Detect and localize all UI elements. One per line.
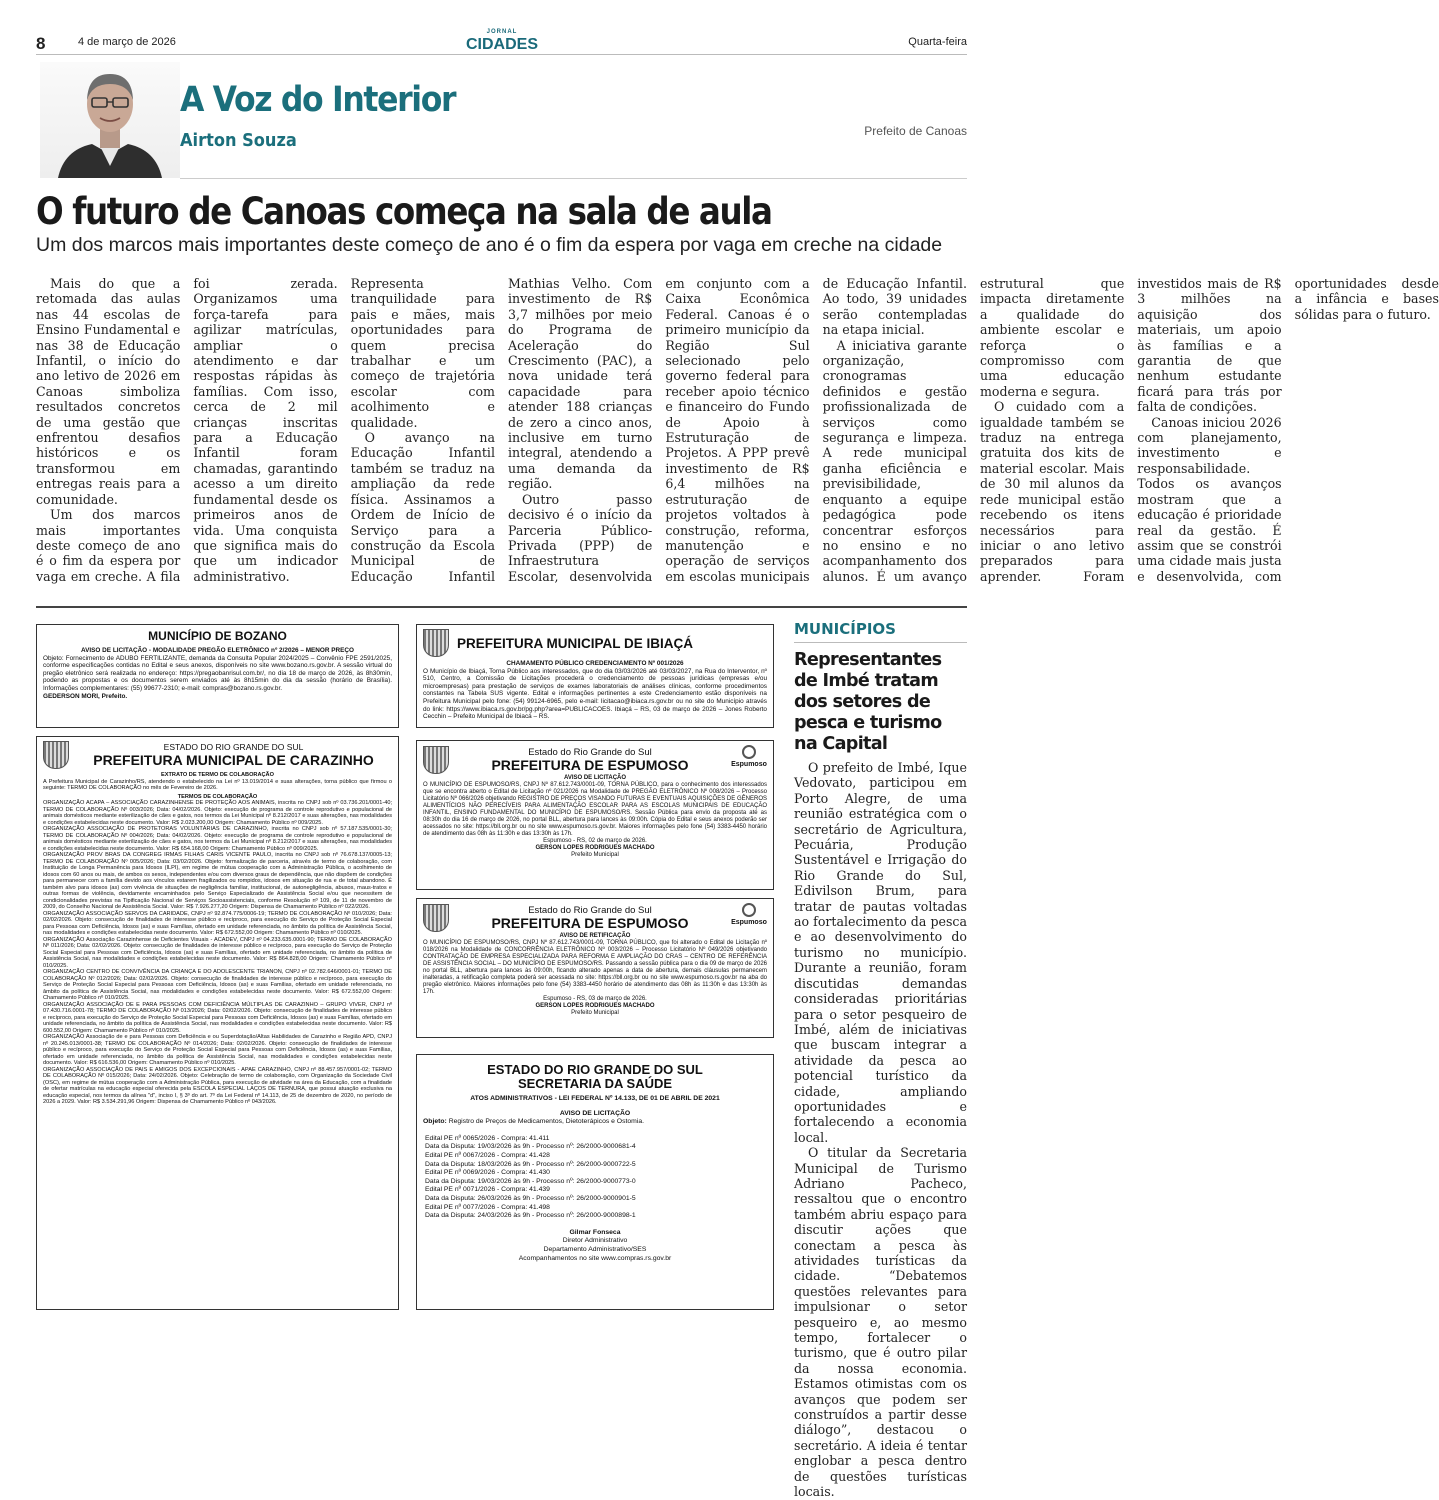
notice-title: PREFEITURA DE ESPUMOSO	[491, 915, 689, 931]
notice-sign-role: Prefeito Municipal	[571, 1010, 619, 1016]
author-role: Prefeito de Canoas	[864, 124, 967, 138]
sidebar-paragraph: O titular da Secretaria Municipal de Turismo Adriano Pacheco, ressaltou que o encontro também abriu espaço para discutir ações que conectam a pesca às atividades turísticas da cidade. “Debatemos questões relevantes para impulsionar o setor pesqueiro e, ao mesmo tempo, fortalecer o turismo, que é outro pilar da nossa economia. Estamos otimistas com os avanços que podem ser construídos a partir desse diálogo”, destacou o secretário. A ideia é tentar englobar a pesca dentro de questões turísticas locais.	[794, 1145, 967, 1500]
article-body	[36, 276, 1439, 598]
notice-place: Espumoso - RS, 03 de março de 2026.	[543, 996, 647, 1002]
notice-item: ORGANIZAÇÃO ASSOCIAÇÃO DE PAIS E AMIGOS DOS EXCEPCIONAIS - APAE CARAZINHO, CNPJ nº 88.457.957/0001-02; TERMO DE COLABORAÇÃO Nº 015/2026; Data: 24/02/2026. Objeto: Celebração de termo de colaboração, com Organização da Sociedade Civil (OSC), em regime de mútua cooperação com a Administração Pública, para execução de atividade na área da Educação, com a finalidade de ofertar matrículas na educação especial oferecida pela ESCOLA ESPECIAL LAÇOS DE TERNURA, que possui atuação exclusiva na educação especial, nos termos da alínea "d", inciso I, § 3º do art. 7º da Lei Federal nº 14.113, de 25 de dezembro de 2020, no período de 2026 a 2029. Valor: R$ 3.534.291,96 Origem: Dispensa de Chamamento Público nº 043/2026.	[43, 1066, 392, 1105]
sidebar-body	[794, 760, 967, 1500]
notice-item: ORGANIZAÇÃO PROV BRAS DA CONGREG IRMAS FILHAS CARIS VICENTE PAULO, inscrita no CNPJ sob nº 76.678.137/0005-13; TERMO DE COLABORAÇÃO Nº 005/2026; Data: 03/02/2026. Objeto: formalização de parceria, através de termo de colaboração, com Instituição de Longa Permanência para Idosos (ILPI), em regime de mútua cooperação com a Administração Pública, o acolhimento de idosos com 60 anos ou mais, de ambos os sexos, independentes e/ou com diversos graus de dependência, que não dispõem de condições para permanecer com a família devido aos vínculos estarem fragilizados ou rompidos, idosos em situação de rua e de total abandono. É também alvo para idosos (as) com vivência de situações de negligência familiar, institucional, de autonegligência, abusos, maus-tratos e outras formas de violência, devidamente encaminhados pelo Serviço Especializado de Assistência Social e/ou que necessitem de condicionalidades previstas na Tipificação Nacional de Serviços Socioassistenciais, conforme Resolução nº 109, de 11 de novembro de 2009, do Conselho Nacional de Assistência Social. Valor: R$ 7.926.277,20 Origem: Dispensa de Chamamento Público nº 022/2026.	[43, 852, 392, 910]
column-name: A Voz do Interior	[180, 80, 456, 120]
notice-body: O MUNICÍPIO DE ESPUMOSO/RS, CNPJ Nº 87.612.743/0001-09, TORNA PÚBLICO, que foi alterado o Edital de Licitação nº 018/2026 na Modalidade de CONCORRÊNCIA ELETRÔNICO Nº 003/2026 – Processo Licitatório Nº 049/2026 objetivando CONTRATAÇÃO DE EMPRESA ESPECIALIZADA PARA REFORMA E AMPLIAÇÃO DO CRAS – CENTRO DE REFERÊNCIA DE ASSISTÊNCIA SOCIAL – DO MUNICÍPIO DE ESPUMOSO/RS. Passando a sessão pública para o dia 09 de março de 2026 no portal BLL, abertura para lances às 09:00h, ficando alterado apenas a data de abertura, demais cláusulas permanecem inalteradas, a retificação completa poderá ser acessada no site: https://bll.org.br ou no site www.espumoso.rs.gov.br na aba do pregão eletrônico. Maiores informações pelo fone (54) 3383-4450 horário de atendimento das 08h às 11:30h e das 13:30h às 17h.	[423, 940, 767, 995]
notice-body: O Município de Ibiaçá, Torna Público aos interessados, que do dia 03/03/2026 até 03/03/2027, na Rua do Interventor, nº 510, Centro, a Comissão de Licitações procederá o credenciamento de pessoas jurídicas (empresas e/ou microempresas) para prestação de serviços de exames laboratoriais de análises clínicas, conforme procedimentos constantes na Tabela SUS vigente. Edital e informações pertinentes a este Credenciamento estão disponíveis na Prefeitura Municipal pelo fone: (54) 99124-6965, pelo e-mail: licitacao@ibiaca.rs.gov.br ou no site do Município através do link: https://www.ibiaca.rs.gov.br/pg.php?area=PUBLICACOES. Ibiaçá – RS, 03 de março de 2026 – Jones Roberto Cecchin – Prefeito Municipal de Ibiacá – RS.	[423, 667, 767, 721]
notice-line: Data da Disputa: 18/03/2026 às 9h - Processo nº: 26/2000-9000722-5	[425, 1160, 636, 1168]
notice-subtitle: EXTRATO DE TERMO DE COLABORAÇÃO	[161, 772, 274, 778]
article-paragraph: Outro passo decisivo é o início da Parceria Público-Privada (PPP) de Infraestrutura Escolar, desenvolvida em conjunto com a Caixa Econômica Federal. Canoas é o primeiro município da Região Sul selecionado pelo governo federal para receber apoio técnico e financeiro do Fundo de Apoio à Estruturação de Projetos. A PPP prevê investimento de R$ 6,4 milhões na estruturação de projetos voltados à construção, reforma, manutenção e operação de serviços em escolas municipais de Educação Infantil. Ao todo, 39 unidades serão contempladas na etapa inicial.	[507, 276, 967, 584]
notice-sign-role: Diretor Administrativo	[562, 1237, 628, 1245]
notice-subtitle: AVISO DE RETIFICAÇÃO	[559, 933, 631, 939]
notice-title: MUNICÍPIO DE BOZANO	[148, 629, 287, 643]
section-name: CIDADES	[466, 36, 539, 53]
notice-subtitle: ATOS ADMINISTRATIVOS - LEI FEDERAL Nº 14.133, DE 01 DE ABRIL DE 2021	[470, 1095, 720, 1102]
notice-state: Estado do Rio Grande do Sul	[528, 747, 652, 758]
notice-line: Edital PE nº 0067/2026 - Compra: 41.428	[425, 1151, 550, 1159]
notice-title: PREFEITURA MUNICIPAL DE IBIAÇÁ	[457, 635, 694, 651]
notice-body: O MUNICÍPIO DE ESPUMOSO/RS, CNPJ Nº 87.612.743/0001-09, TORNA PÚBLICO, para o conhecimento dos interessados que se encontra aberto o Edital de Licitação nº 021/2026 na Modalidade de PREGÃO ELETRÔNICO Nº 008/2026 – Processo Licitatório Nº 066/2026 objetivando REGISTRO DE PREÇOS VISANDO FUTURAS E EVENTUAIS AQUISIÇÕES DE GÊNEROS ALIMENTÍCIOS NÃO PERECÍVEIS PARA ALIMENTAÇÃO ESCOLAR PARA AS ESCOLAS MUNICIPAIS DE EDUCAÇÃO INFANTIL, ENSINO FUNDAMENTAL DO MUNICÍPIO DE ESPUMOSO/RS. Sessão Pública para envio da proposta até as 08:30h do dia 16 de março de 2026, no portal BLL, abertura para lances às 09:00h. Cópia do Edital e seus anexos poderão ser acessados no site: https://bll.org.br ou no site www.espumoso.rs.gov.br. Maiores informações pelo fone (54) 3383-4450 horário de atendimento das 08h às 11:30h e das 13:30h às 17h.	[423, 782, 767, 837]
notice-line: Data da Disputa: 24/03/2026 às 9h - Processo nº: 26/2000-9000898-1	[425, 1212, 636, 1220]
article-headline: O futuro de Canoas começa na sala de aula	[36, 190, 772, 233]
notice-carazinho	[36, 736, 399, 1310]
notice-sign-role: Departamento Administrativo/SES	[543, 1245, 647, 1253]
notice-objeto-label: Objeto:	[423, 1118, 447, 1126]
edition-date: 4 de março de 2026	[78, 36, 176, 48]
notice-line: Data da Disputa: 19/03/2026 às 9h - Processo nº: 26/2000-9000773-0	[425, 1177, 636, 1185]
notice-line: Edital PE nº 0071/2026 - Compra: 41.439	[425, 1186, 550, 1194]
article-paragraph: O cuidado com a igualdade também se traduz na entrega gratuita dos kits de material escolar. Mais de 30 mil alunos da rede municipal estão recebendo os itens necessários para iniciar o ano letivo preparados para aprender. Foram investidos mais de R$ 3 milhões na aquisição dos materiais, um apoio às famílias e a garantia de que nenhum estudante ficará para trás por falta de condições.	[979, 276, 1282, 584]
notice-item: ORGANIZAÇÃO ASSOCIAÇÃO SERVOS DA CARIDADE, CNPJ nº 92.874.775/0006-19; TERMO DE COLABORAÇÃO Nº 010/2026; Data: 02/02/2026. Objeto: consecução de finalidades de interesse público e recíproco, para execução do Serviço de Proteção Social Especial para Pessoas com Deficiência, Idosos (as) e suas Famílias, ofertado em unidade referenciada, no âmbito da política de Assistência Social, nas modalidades e condições estabelecidas neste documento. Valor: R$ 672.552,00 Origem: Chamamento Público nº 010/2025.	[43, 910, 392, 936]
coat-of-arms-icon	[423, 629, 449, 657]
notice-line: Edital PE nº 0065/2026 - Compra: 41.411	[425, 1134, 550, 1142]
column-rule	[180, 178, 967, 179]
article-paragraph: Mais do que a retomada das aulas nas 44 escolas de Ensino Fundamental e nas 38 de Educação Infantil, o início do ano letivo de 2026 em Canoas simboliza resultados concretos de uma gestão que enfrentou desafios históricos e os transformou em entregas reais para a comunidade.	[36, 276, 181, 507]
notice-place: Espumoso - RS, 02 de março de 2026.	[543, 838, 647, 844]
espumoso-logo-icon: Espumoso	[731, 745, 767, 775]
notice-signature: GERSON LOPES RODRIGUES MACHADO	[535, 845, 655, 851]
sidebar-rule	[794, 642, 967, 643]
article-deck: Um dos marcos mais importantes deste começo de ano é o fim da espera por vaga em creche na cidade	[36, 234, 943, 256]
notice-subtitle: AVISO DE LICITAÇÃO	[563, 775, 627, 781]
notice-item: ORGANIZAÇÃO Associação Carazinhense de Deficientes Visuais - ACADEV, CNPJ nº 04.233.635.0001-90; TERMO DE COLABORAÇÃO Nº 011/2026; Data: 02/02/2026. Objeto: consecução de finalidades de interesse público e recíproco, para execução do Serviço de Proteção Social Especial para Pessoas com Deficiência, Idosos (as) e suas Famílias, ofertado em unidade referenciada, no âmbito da política de Assistência Social, nas modalidades e condições estabelecidas neste documento. Valor: R$ 864.828,00 Origem: Chamamento Público nº 010/2025.	[43, 936, 392, 969]
notice-title: PREFEITURA DE ESPUMOSO	[491, 757, 689, 773]
header-rule	[36, 54, 967, 55]
notice-body: Objeto: Fornecimento de ADUBO FERTILIZANTE, demanda da Consulta Popular 2024/2025 – Convênio FPE 2591/2025, conforme especificações contidas no Edital e seus anexos, disponíveis no site www.bozano.rs.gov.br. A sessão virtual do pregão eletrônico será realizada no endereço: https://pregaobanrisul.com.br/, no dia 18 de março de 2026, às 8h30min, podendo as propostas e os documentos serem enviados até às 8h15min do dia da sessão (horário de Brasília). Informações complementares: (55) 99677-2310; e-mail: compras@bozano.rs.gov.br.	[43, 654, 392, 692]
notice-line: Data da Disputa: 19/03/2026 às 9h - Processo nº: 26/2000-9000681-4	[425, 1143, 636, 1151]
notice-title: SECRETARIA DA SAÚDE	[517, 1076, 673, 1091]
notice-site: Acompanhamentos no site www.compras.rs.gov.br	[518, 1254, 672, 1262]
notice-state: Estado do Rio Grande do Sul	[528, 905, 652, 916]
notice-state: ESTADO DO RIO GRANDE DO SUL	[163, 742, 304, 752]
section-kicker: JORNAL	[486, 29, 518, 35]
notice-title: PREFEITURA MUNICIPAL DE CARAZINHO	[93, 752, 374, 768]
author-name: Airton Souza	[180, 130, 297, 151]
notice-subtitle: TERMOS DE COLABORAÇÃO	[177, 793, 258, 800]
notice-item: ORGANIZAÇÃO CENTRO DE CONVIVÊNCIA DA CRIANÇA E DO ADOLESCENTE TRIANON, CNPJ nº 02.782.646/0001-01; TERMO DE COLABORAÇÃO Nº 012/2026; Data: 02/02/2026. Objeto: consecução de finalidades de interesse público e recíproco, para execução do Serviço de Proteção Social Especial para Pessoas com Deficiência, Idosos (as) e suas Famílias, ofertado em unidade referenciada, no âmbito da política de Assistência Social, nas modalidades e condições estabelecidas neste documento. Valor: R$ 672.552,00 Origem: Chamamento Público nº 010/2025.	[43, 969, 392, 1001]
espumoso-logo-icon: Espumoso	[731, 903, 767, 933]
notice-bozano	[36, 624, 399, 728]
coat-of-arms-icon	[43, 741, 69, 769]
notice-lead: AVISO DE LICITAÇÃO - MODALIDADE PREGÃO ELETRÔNICO nº 2/2026 – MENOR PREÇO	[80, 647, 355, 654]
coat-of-arms-icon	[423, 904, 449, 932]
article-paragraph: A iniciativa garante organização, cronogramas definidos e gestão profissionalizada de serviços como segurança e limpeza. A rede municipal ganha eficiência e previsibilidade, enquanto a equipe pedagógica pode concentrar esforços no ensino e no acompanhamento dos alunos. É um avanço estrutural que impacta diretamente a qualidade do ambiente escolar e reforça o compromisso com uma educação moderna e segura.	[822, 276, 1125, 584]
notice-title: ESTADO DO RIO GRANDE DO SUL	[487, 1062, 703, 1077]
notice-objeto: Registro de Preços de Medicamentos, Dietoterápicos e Ostomia.	[448, 1118, 644, 1126]
notice-item: ORGANIZAÇÃO Associação de e para Pessoas com Deficiência e ou Superdotação/Altas Habilidades de Carazinho e Região APD, CNPJ nº 20.245.013/0001-38; TERMO DE COLABORAÇÃO Nº 014/2026; Data: 02/02/2026. Objeto: consecução de finalidades de interesse público e recíproco, para execução do Serviço de Proteção Social Especial para Pessoas com Deficiência, Idosos (as) e suas Famílias, ofertado em unidade referenciada, no âmbito da política de Assistência Social, nas modalidades e condições estabelecidas neste documento. Valor: R$ 616.536,00 Origem: Chamamento Público nº 010/2025.	[43, 1034, 392, 1066]
notice-item: ORGANIZAÇÃO ACAPA – ASSOCIAÇÃO CARAZINHENSE DE PROTEÇÃO AOS ANIMAIS, inscrita no CNPJ sob nº 03.736.201/0001-40; TERMO DE COLABORAÇÃO Nº 003/2026; Data: 04/02/2026. Objeto: execução de programa de controle reprodutivo e populacional de animais domésticos mediante esterilização de cães e gatos, nos termos da Lei Municipal nº 8.212/2017 e suas alterações, nas modalidades e condições estabelecidas neste documento. Valor: R$ 2.023.200,00 Origem: Chamamento Público nº 009/2025.	[43, 800, 392, 826]
notice-item: ORGANIZAÇÃO ASSOCIAÇÃO DE PROTETORAS VOLUNTÁRIAS DE CARAZINHO, inscrita no CNPJ sob nº 57.187.535/0001-30; TERMO DE COLABORAÇÃO Nº 004/2026; Data: 04/02/2026. Objeto: execução de programa de controle reprodutivo e populacional de animais domésticos mediante esterilização de cães e gatos, nos termos da Lei Municipal nº 8.212/2017 e suas alterações, nas modalidades e condições estabelecidas neste documento. Valor: R$ 654.168,00 Origem: Chamamento Público nº 009/2025.	[43, 826, 392, 852]
article-paragraph: Um dos marcos mais importantes deste começo de ano é o fim da espera por vaga em creche. A fila foi zerada. Organizamos uma força-tarefa para agilizar matrículas, ampliar o atendimento e dar respostas rápidas às famílias. Com isso, cerca de 2 mil crianças inscritas para a Educação Infantil foram chamadas, garantindo acesso a um direito fundamental desde os primeiros anos de vida. Uma conquista que significa mais do que um indicador administrativo. Representa tranquilidade para pais e mães, mais oportunidades para quem precisa trabalhar e um começo de trajetória escolar com acolhimento e qualidade.	[36, 276, 495, 584]
notice-item: ORGANIZAÇÃO ASSOCIAÇÃO DE E PARA PESSOAS COM DEFICIÊNCIA MÚLTIPLAS DE CARAZINHO – GRUPO VIVER, CNPJ nº 07.430.716.0001-78; TERMO DE COLABORAÇÃO Nº 013/2026; Data: 02/02/2026. Objeto: consecução de finalidades de interesse público e recíproco, para execução do Serviço de Proteção Social Especial para Pessoas com Deficiência, Idosos (as) e suas Famílias, ofertado em unidade referenciada, no âmbito da política de Assistência Social, nas modalidades e condições estabelecidas neste documento. Valor: R$ 600.552,00 Origem: Chamamento Público nº 010/2025.	[43, 1001, 392, 1034]
weekday: Quarta-feira	[908, 36, 967, 48]
notice-signature: GERSON LOPES RODRIGUES MACHADO	[535, 1003, 655, 1009]
sidebar-headline: Representantes de Imbé tratam dos setores de pesca e turismo na Capital	[794, 650, 942, 754]
notice-espumoso-licitacao	[416, 740, 774, 890]
notice-signature: GEDERSON MORI, Prefeito.	[43, 692, 128, 700]
sidebar-section: MUNICÍPIOS	[794, 620, 896, 638]
author-portrait	[40, 62, 180, 178]
coat-of-arms-icon	[423, 746, 449, 774]
notice-intro: A Prefeitura Municipal de Carazinho/RS, atendendo o estabelecido na Lei nº 13.019/2014 e suas alterações, torna público que firmou o seguinte: TERMO DE COLABORAÇÃO no mês de Fevereiro de 2026.	[43, 778, 392, 791]
article-paragraph: Canoas iniciou 2026 com planejamento, investimento e responsabilidade. Todos os avanços mostram que a educação é prioridade real da gestão. É assim que se constrói uma cidade mais justa e desenvolvida, com oportunidades desde a infância e bases sólidas para o futuro.	[1137, 276, 1439, 584]
notice-espumoso-retificacao	[416, 898, 774, 1038]
notice-ibiaca	[416, 624, 774, 728]
notice-line: Data da Disputa: 26/03/2026 às 9h - Processo nº: 26/2000-9000901-5	[425, 1194, 636, 1202]
notice-subtitle: AVISO DE LICITAÇÃO	[559, 1109, 631, 1117]
section-divider	[36, 606, 967, 608]
sidebar-paragraph: O prefeito de Imbé, Ique Vedovato, participou em Porto Alegre, de uma reunião estratégica com o secretário de Agricultura, Pecuária, Produção Sustentável e Irrigação do Rio Grande do Sul, Edivilson Brum, para tratar de pautas voltadas ao fortalecimento da pesca e ao desenvolvimento do turismo no município. Durante a reunião, foram discutidas demandas consideradas prioritárias para o setor pesqueiro de Imbé, além de iniciativas que buscam integrar a atividade da pesca ao potencial turístico da cidade, ampliando oportunidades e fortalecendo a economia local.	[794, 760, 967, 1145]
notice-signature: Gilmar Fonseca	[569, 1228, 621, 1236]
page-number: 8	[36, 34, 46, 53]
notice-line: Edital PE nº 0077/2026 - Compra: 41.498	[425, 1203, 550, 1211]
notice-subtitle: CHAMAMENTO PÚBLICO CREDENCIAMENTO Nº 001/2026	[506, 660, 684, 667]
notice-secretaria-saude	[416, 1054, 774, 1310]
article-paragraph: O avanço na Educação Infantil também se traduz na ampliação da rede física. Assinamos a Ordem de Início de Serviço para a construção da Escola Municipal de Educação Infantil Mathias Velho. Com investimento de R$ 3,7 milhões por meio do Programa de Aceleração do Crescimento (PAC), a nova unidade terá capacidade para atender 188 crianças de zero a cinco anos, inclusive em turno integral, atendendo a uma demanda da região.	[350, 276, 653, 584]
notice-sign-role: Prefeito Municipal	[571, 852, 619, 858]
notice-line: Edital PE nº 0069/2026 - Compra: 41.430	[425, 1169, 550, 1177]
